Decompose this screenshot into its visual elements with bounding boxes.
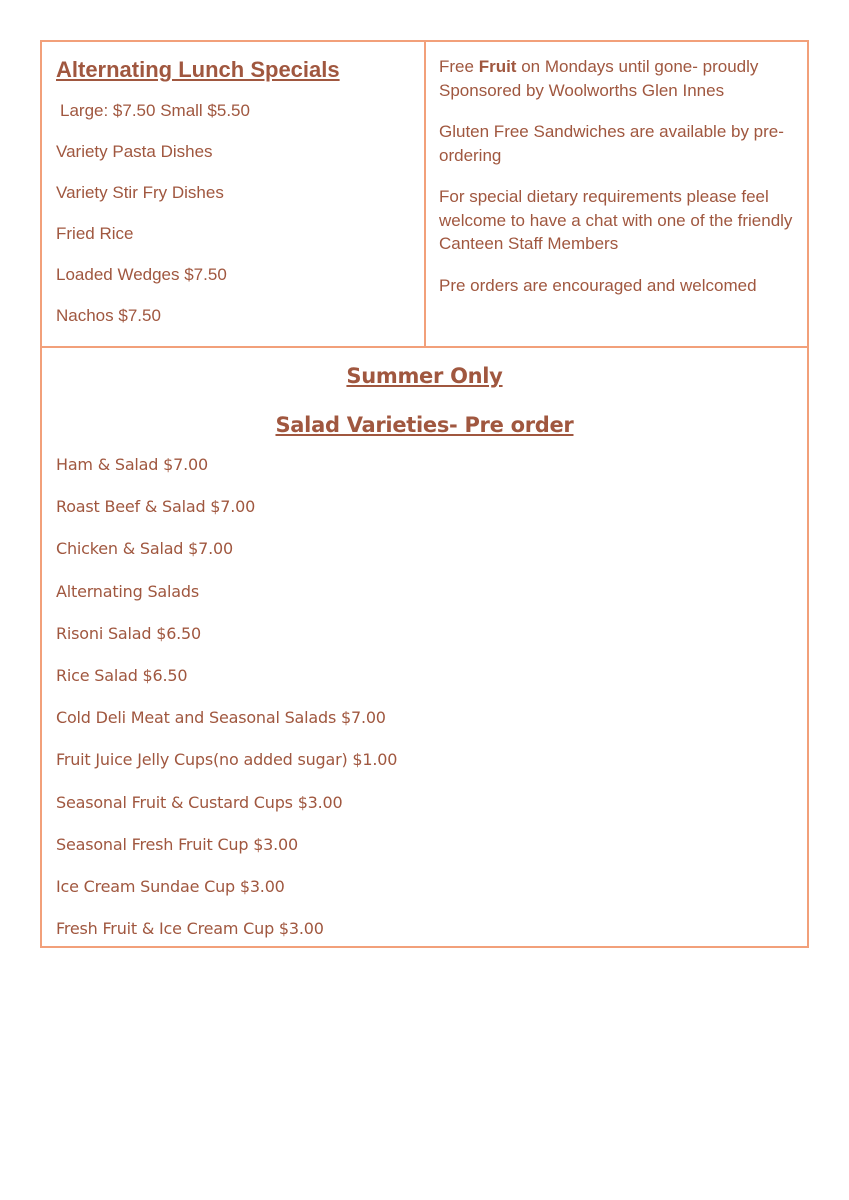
summer-section (42, 348, 807, 946)
specials-list (56, 101, 424, 326)
fruit-post-text: on Mondays until gone- proudly Sponsored by Woolworths Glen Innes (439, 57, 759, 100)
menu-table (40, 40, 809, 948)
list-item: Variety Stir Fry Dishes (56, 183, 224, 202)
list-item: Ham & Salad $7.00 (56, 455, 208, 474)
pre-orders-note: Pre orders are encouraged and welcomed (439, 275, 757, 295)
list-item: Roast Beef & Salad $7.00 (56, 497, 256, 517)
list-item: Ice Cream Sundae Cup $3.00 (56, 876, 285, 896)
list-item: Seasonal Fresh Fruit Cup $3.00 (56, 834, 299, 854)
specials-price-line: Large: $7.50 Small $5.50 (60, 101, 250, 120)
free-fruit-note (439, 55, 797, 102)
gluten-free-note: Gluten Free Sandwiches are available by pre-ordering (439, 122, 784, 165)
list-item: Alternating Salads (56, 581, 199, 601)
list-item: Fried Rice (56, 224, 134, 243)
list-item: Nachos $7.50 (56, 306, 161, 325)
list-item: Cold Deli Meat and Seasonal Salads $7.00 (56, 708, 386, 728)
list-item: Fresh Fruit & Ice Cream Cup $3.00 (56, 919, 324, 939)
top-row (42, 42, 807, 348)
dietary-note: For special dietary requirements please feel welcome to have a chat with one of the friendly Canteen Staff Members (439, 187, 793, 253)
fruit-pre-text: Free (439, 57, 479, 76)
lunch-specials-cell (42, 42, 426, 346)
specials-title: Alternating Lunch Specials (56, 57, 340, 82)
info-cell (426, 42, 807, 346)
fruit-bold-text: Fruit (478, 57, 517, 76)
list-item: Risoni Salad $6.50 (56, 623, 202, 643)
salad-list (56, 454, 793, 940)
list-item: Seasonal Fruit & Custard Cups $3.00 (56, 792, 343, 812)
salad-heading: Salad Varieties- Pre order (275, 413, 574, 437)
info-list (439, 55, 797, 297)
list-item: Loaded Wedges $7.50 (56, 265, 227, 284)
list-item: Chicken & Salad $7.00 (56, 539, 233, 559)
list-item: Variety Pasta Dishes (56, 142, 213, 161)
list-item: Rice Salad $6.50 (56, 665, 188, 685)
summer-heading: Summer Only (346, 364, 503, 388)
list-item: Fruit Juice Jelly Cups(no added sugar) $1.00 (56, 750, 398, 770)
